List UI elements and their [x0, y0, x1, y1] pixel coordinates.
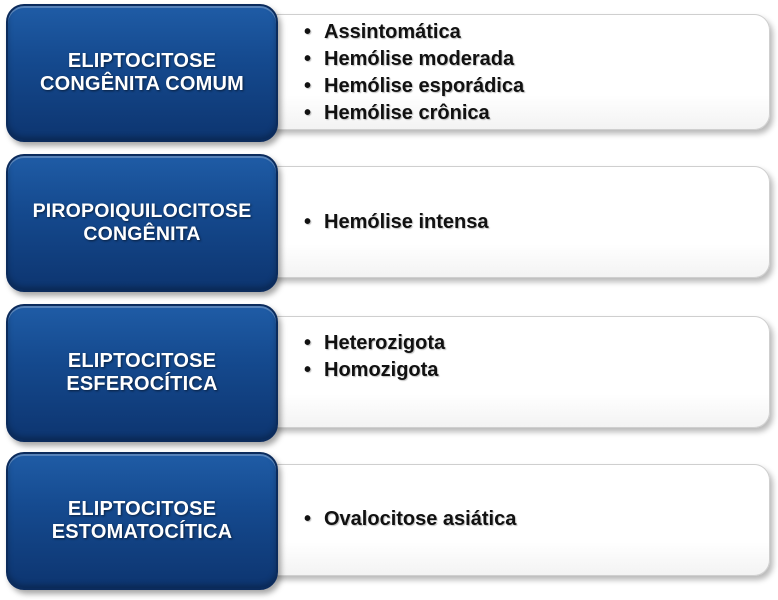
bullet-icon: •	[304, 75, 312, 97]
label-line: ELIPTOCITOSE	[67, 350, 217, 372]
bullet-list	[300, 19, 524, 127]
label-line: ESFEROCÍTICA	[66, 373, 218, 395]
label-line: PIROPOIQUILOCITOSE	[32, 200, 252, 222]
bullet-item	[300, 209, 489, 236]
bullet-item	[300, 330, 445, 357]
bullet-icon: •	[304, 332, 312, 354]
bullet-text: Heterozigota	[324, 332, 446, 354]
bullet-text: Hemólise esporádica	[324, 75, 525, 97]
bullet-icon: •	[304, 359, 312, 381]
bullet-item	[300, 357, 445, 384]
bullet-text: Ovalocitose asiática	[324, 508, 517, 530]
bullet-icon: •	[304, 48, 312, 70]
bullet-icon: •	[304, 102, 312, 124]
label-line: CONGÊNITA	[83, 223, 201, 245]
bullet-icon: •	[304, 211, 312, 233]
label-box	[6, 154, 278, 292]
bullet-item	[300, 100, 524, 127]
bullet-text: Homozigota	[324, 359, 439, 381]
row-eliptocitose-estomatocitica	[0, 448, 778, 594]
bullet-item	[300, 73, 524, 100]
bullet-item	[300, 19, 524, 46]
bullet-item	[300, 46, 524, 73]
row-eliptocitose-congenita-comum	[0, 0, 778, 146]
bullet-text: Hemólise moderada	[324, 48, 515, 70]
bullet-icon: •	[304, 508, 312, 530]
bullet-text: Assintomática	[324, 21, 461, 43]
row-piropoiquilocitose-congenita	[0, 150, 778, 296]
label-line: ELIPTOCITOSE	[67, 50, 217, 72]
bullet-list	[300, 506, 516, 533]
label-box	[6, 4, 278, 142]
bullet-text: Hemólise crônica	[324, 102, 490, 124]
bullet-text: Hemólise intensa	[324, 211, 489, 233]
bullet-list	[300, 209, 489, 236]
label-line: ESTOMATOCÍTICA	[51, 521, 233, 543]
label-box	[6, 304, 278, 442]
label-line: ELIPTOCITOSE	[67, 498, 217, 520]
label-box	[6, 452, 278, 590]
bullet-icon: •	[304, 21, 312, 43]
bullet-item	[300, 506, 516, 533]
row-eliptocitose-esferocitica	[0, 300, 778, 446]
label-line: CONGÊNITA COMUM	[39, 73, 245, 95]
bullet-list	[300, 330, 445, 384]
